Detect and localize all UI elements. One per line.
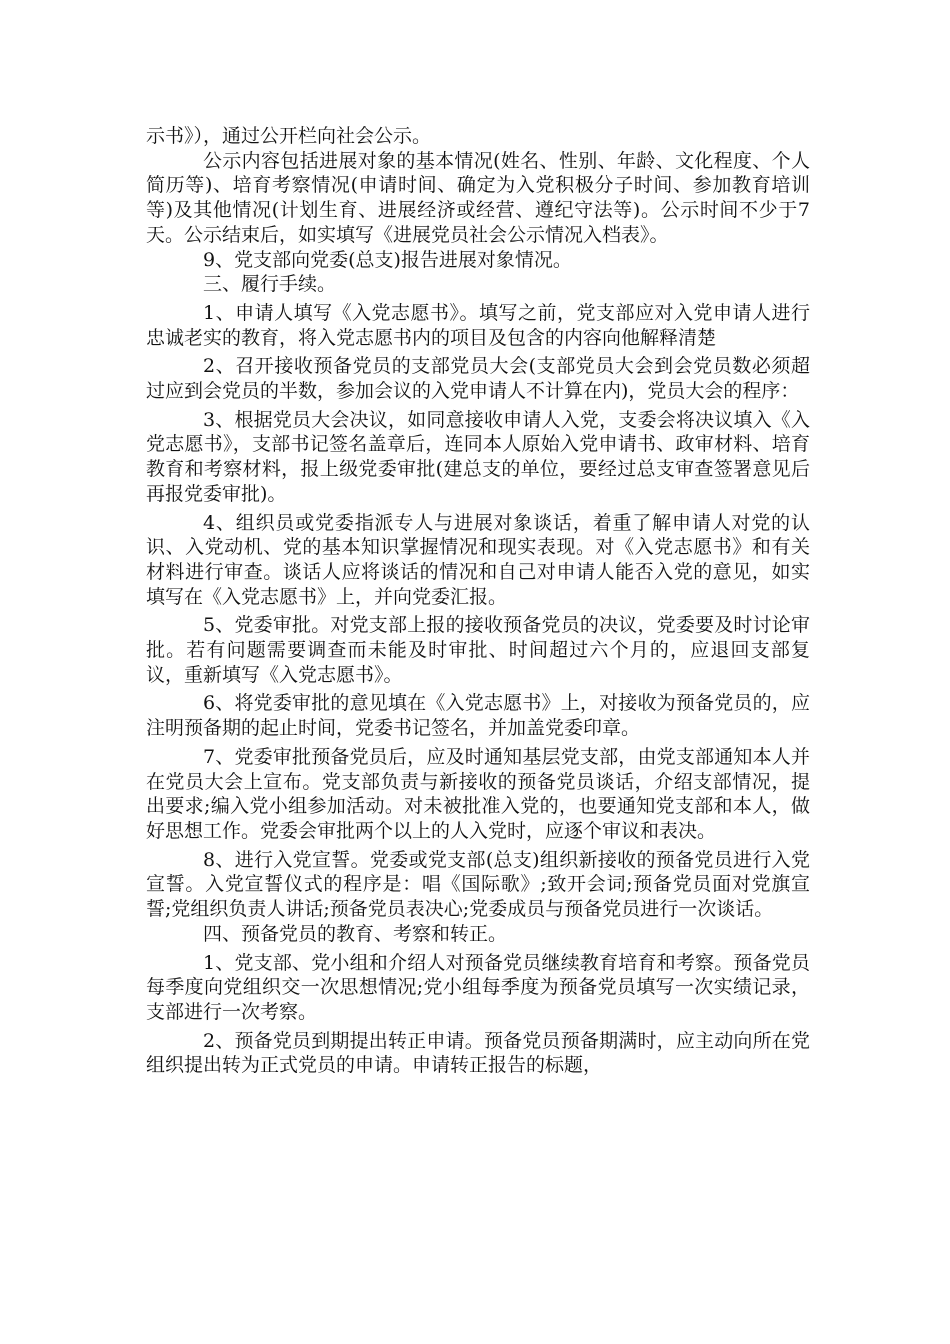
section-heading: 四、预备党员的教育、考察和转正。 bbox=[203, 922, 508, 945]
paragraph: 5、党委审批。对党支部上报的接收预备党员的决议，党委要及时讨论审批。若有问题需要调查而未能及时审批、时间超过六个月的，应退回支部复议，重新填写《入党志愿书》。 bbox=[146, 614, 810, 686]
paragraph: 3、根据党员大会决议，如同意接收申请人入党，支委会将决议填入《入党志愿书》，支部书记签名盖章后，连同本人原始入党申请书、政审材料、培育教育和考察材料，报上级党委审批(建总支的单位，要经过总支审查签署意见后再报党委审批)。 bbox=[146, 408, 810, 505]
paragraph: 6、将党委审批的意见填在《入党志愿书》上，对接收为预备党员的，应注明预备期的起止时间，党委书记签名，并加盖党委印章。 bbox=[146, 692, 810, 740]
section-heading: 三、履行手续。 bbox=[203, 273, 337, 296]
paragraph: 4、组织员或党委指派专人与进展对象谈话，着重了解申请人对党的认识、入党动机、党的基本知识掌握情况和现实表现。对《入党志愿书》和有关材料进行审查。谈话人应将谈话的情况和自己对申请人能否入党的意见，如实填写在《入党志愿书》上，并向党委汇报。 bbox=[146, 511, 810, 608]
paragraph: 8、进行入党宣誓。党委或党支部(总支)组织新接收的预备党员进行入党宣誓。入党宣誓仪式的程序是：唱《国际歌》;致开会词;预备党员面对党旗宣誓;党组织负责人讲话;预备党员表决心;党委成员与预备党员进行一次谈话。 bbox=[146, 848, 810, 921]
paragraph: 7、党委审批预备党员后，应及时通知基层党支部，由党支部通知本人并在党员大会上宣布。党支部负责与新接收的预备党员谈话，介绍支部情况，提出要求;编入党小组参加活动。对未被批准入党的，也要通知党支部和本人，做好思想工作。党委会审批两个以上的人入党时，应逐个审议和表决。 bbox=[146, 745, 810, 842]
paragraph: 1、党支部、党小组和介绍人对预备党员继续教育培育和考察。预备党员每季度向党组织交一次思想情况;党小组每季度为预备党员填写一次实绩记录，支部进行一次考察。 bbox=[146, 951, 810, 1023]
paragraph: 公示内容包括进展对象的基本情况(姓名、性别、年龄、文化程度、个人简历等)、培育考察情况(申请时间、确定为入党积极分子时间、参加教育培训等)及其他情况(计划生育、进展经济或经营、遵纪守法等)。公示时间不少于7天。公示结束后，如实填写《进展党员社会公示情况入档表》。 bbox=[146, 149, 810, 246]
paragraph: 2、预备党员到期提出转正申请。预备党员预备期满时，应主动向所在党组织提出转为正式党员的申请。申请转正报告的标题， bbox=[146, 1029, 810, 1077]
paragraph: 示书》），通过公开栏向社会公示。 bbox=[146, 125, 432, 147]
paragraph: 9、党支部向党委(总支)报告进展对象情况。 bbox=[203, 248, 572, 271]
paragraph: 1、申请人填写《入党志愿书》。填写之前，党支部应对入党申请人进行忠诚老实的教育，将入党志愿书内的项目及包含的内容向他解释清楚 bbox=[146, 301, 810, 349]
paragraph: 2、召开接收预备党员的支部党员大会(支部党员大会到会党员数必须超过应到会党员的半数，参加会议的入党申请人不计算在内)，党员大会的程序： bbox=[146, 355, 810, 403]
document-body bbox=[146, 124, 810, 1078]
